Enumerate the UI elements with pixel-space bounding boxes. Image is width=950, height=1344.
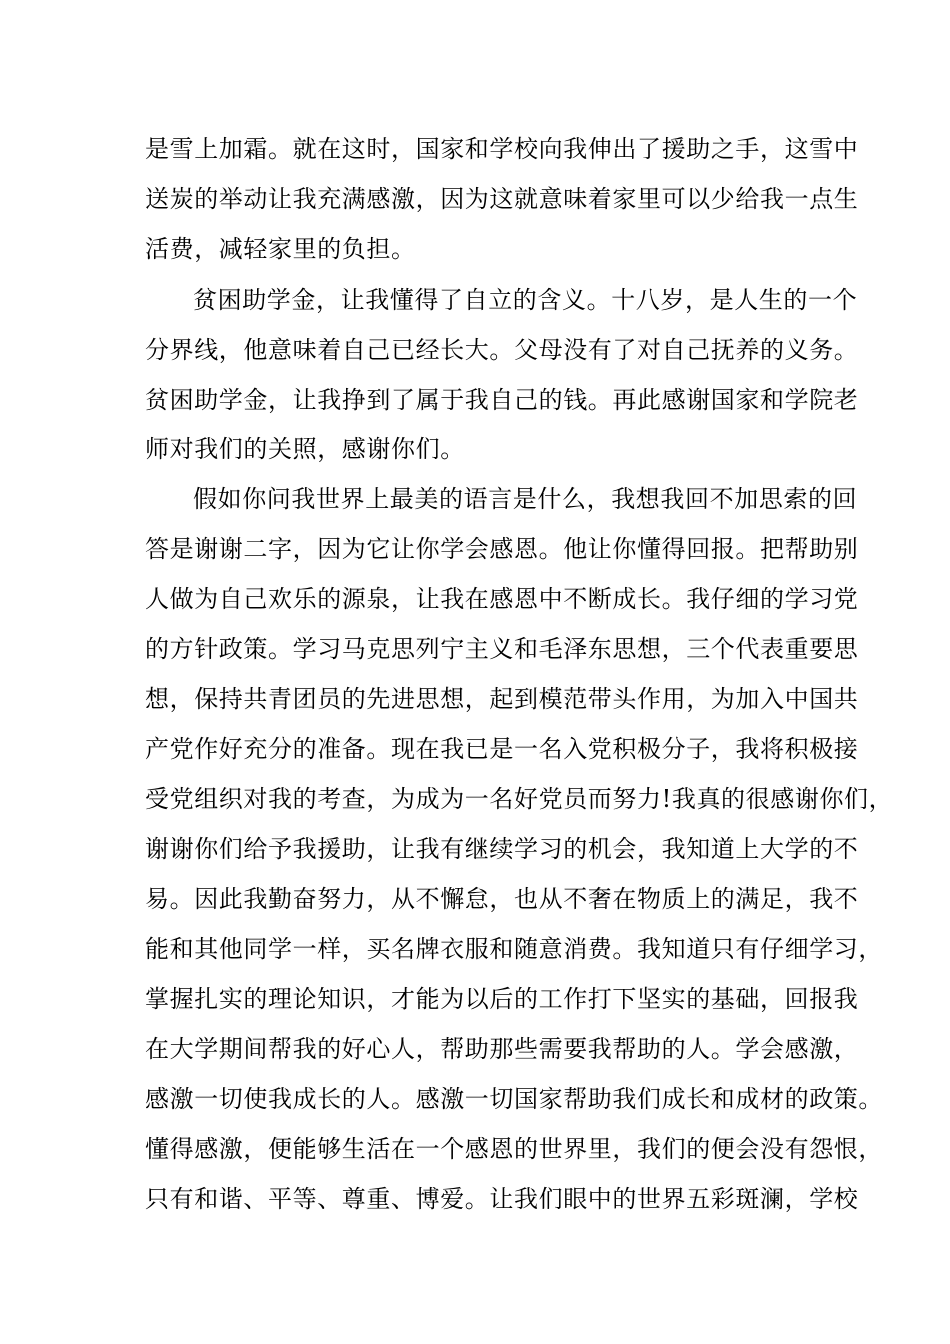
text-line: 懂得感激，便能够生活在一个感恩的世界里，我们的便会没有怨恨， [145,1135,883,1163]
text-line: 感激一切使我成长的人。感激一切国家帮助我们成长和成材的政策。 [145,1085,883,1113]
text-line: 易。因此我勤奋努力，从不懈怠，也从不奢在物质上的满足，我不 [145,885,859,913]
text-line: 活费，减轻家里的负担。 [145,235,416,263]
paragraph-first-line: 贫困助学金，让我懂得了自立的含义。十八岁，是人生的一个 [193,286,858,314]
text-line: 师对我们的关照，感谢你们。 [145,435,465,463]
text-line: 是雪上加霜。就在这时，国家和学校向我伸出了援助之手，这雪中 [145,135,859,163]
text-line: 只有和谐、平等、尊重、博爱。让我们眼中的世界五彩斑澜，学校 [145,1185,859,1213]
text-line: 想，保持共青团员的先进思想，起到模范带头作用，为加入中国共 [145,685,859,713]
text-line: 人做为自己欢乐的源泉，让我在感恩中不断成长。我仔细的学习党 [145,585,859,613]
text-line: 在大学期间帮我的好心人，帮助那些需要我帮助的人。学会感激， [145,1035,859,1063]
text-line: 贫困助学金，让我挣到了属于我自己的钱。再此感谢国家和学院老 [145,386,859,414]
text-line: 分界线，他意味着自己已经长大。父母没有了对自己抚养的义务。 [145,336,859,364]
text-line: 送炭的举动让我充满感激，因为这就意味着家里可以少给我一点生 [145,185,859,213]
text-line: 掌握扎实的理论知识，才能为以后的工作打下坚实的基础，回报我 [145,985,859,1013]
text-line: 的方针政策。学习马克思列宁主义和毛泽东思想，三个代表重要思 [145,635,859,663]
text-line: 产党作好充分的准备。现在我已是一名入党积极分子，我将积极接 [145,735,859,763]
text-line: 能和其他同学一样，买名牌衣服和随意消费。我知道只有仔细学习， [145,935,883,963]
text-line: 谢谢你们给予我援助，让我有继续学习的机会，我知道上大学的不 [145,835,859,863]
text-line: 答是谢谢二字，因为它让你学会感恩。他让你懂得回报。把帮助别 [145,535,859,563]
paragraph-first-line: 假如你问我世界上最美的语言是什么，我想我回不加思索的回 [193,485,858,513]
text-line: 受党组织对我的考查，为成为一名好党员而努力!我真的很感谢你们， [145,785,894,813]
